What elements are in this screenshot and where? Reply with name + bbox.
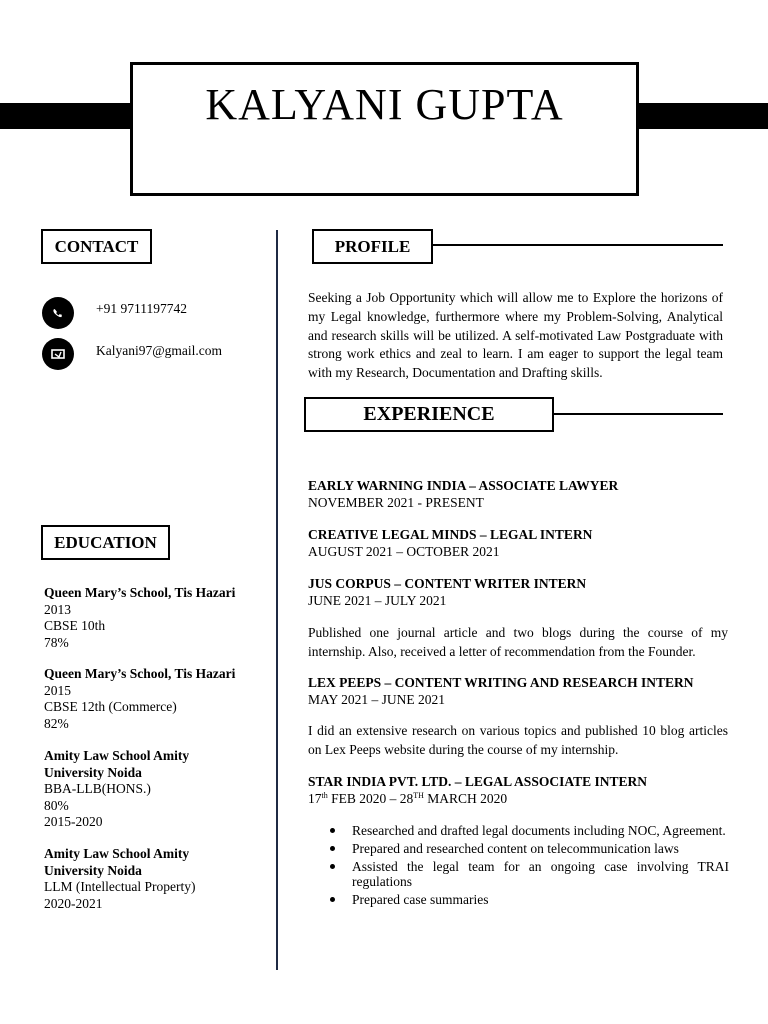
profile-heading-rule [433, 244, 723, 246]
contact-heading [41, 229, 152, 264]
experience-date: NOVEMBER 2021 - PRESENT [308, 494, 484, 510]
date-suffix-end: TH [413, 790, 424, 800]
education-entry [44, 846, 269, 912]
experience-title: CREATIVE LEGAL MINDS – LEGAL INTERN [308, 527, 593, 542]
date-day-start: 17 [308, 790, 322, 806]
education-line: 2020-2021 [44, 895, 103, 911]
education-entry [44, 748, 269, 831]
experience-heading-rule [554, 413, 723, 415]
education-school: University Noida [44, 862, 142, 878]
experience-entry [308, 675, 728, 708]
experience-heading [304, 397, 554, 432]
education-line: 2015 [44, 682, 71, 698]
date-suffix-start: th [321, 790, 328, 800]
education-line: 82% [44, 715, 69, 731]
education-entry [44, 585, 269, 651]
education-line: 2015-2020 [44, 814, 103, 829]
name-box [130, 62, 639, 196]
experience-entry [308, 774, 728, 807]
date-month-end: MARCH 2020 [423, 790, 508, 806]
profile-heading [312, 229, 433, 264]
candidate-name: KALYANI GUPTA [205, 80, 564, 129]
education-school: Amity Law School Amity [44, 748, 190, 763]
contact-phone: +91 9711197742 [96, 301, 187, 316]
experience-date: AUGUST 2021 – OCTOBER 2021 [308, 543, 500, 559]
education-line: 2013 [44, 601, 71, 617]
education-line: LLM (Intellectual Property) [44, 879, 196, 894]
education-line: BBA-LLB(HONS.) [44, 781, 151, 796]
education-line: CBSE 10th [44, 618, 106, 633]
experience-description: I did an extensive research on various topics and published 10 blog articles on Lex Peeps website during the course of my internship. [308, 723, 728, 757]
experience-title: EARLY WARNING INDIA – ASSOCIATE LAWYER [308, 478, 619, 493]
education-entry [44, 666, 269, 732]
phone-icon [42, 297, 74, 329]
experience-entry [308, 576, 728, 609]
bullet-item: Assisted the legal team for an ongoing case involving TRAI regulations [308, 859, 729, 889]
experience-title: JUS CORPUS – CONTENT WRITER INTERN [308, 576, 587, 591]
education-line: 78% [44, 634, 69, 650]
experience-title: LEX PEEPS – CONTENT WRITING AND RESEARCH INTERN [308, 675, 694, 690]
experience-date [308, 791, 728, 808]
education-heading [41, 525, 170, 560]
experience-title: STAR INDIA PVT. LTD. – LEGAL ASSOCIATE INTERN [308, 774, 647, 789]
education-school: Queen Mary’s School, Tis Hazari [44, 585, 236, 600]
education-heading-label: EDUCATION [54, 532, 157, 552]
contact-email[interactable]: Kalyani97@gmail.com [96, 343, 223, 358]
education-school: Amity Law School Amity [44, 846, 190, 861]
experience-date: MAY 2021 – JUNE 2021 [308, 691, 446, 707]
profile-summary: Seeking a Job Opportunity which will allow me to Explore the horizons of my Legal knowledge, furthermore where my Problem-Solving, Analytical and research skills will be utilized. A self-motivated Law Postgraduate with strong work ethics and zeal to learn. I am eager to support the legal team with my Research, Documentation and Drafting skills. [308, 290, 723, 381]
experience-entry [308, 527, 728, 560]
education-line: CBSE 12th (Commerce) [44, 699, 177, 714]
experience-heading-label: EXPERIENCE [363, 403, 495, 425]
header-bar-left [0, 103, 132, 129]
column-divider [276, 230, 278, 970]
experience-entry [308, 478, 728, 511]
bullet-item: Researched and drafted legal documents including NOC, Agreement. [308, 823, 729, 838]
profile-heading-label: PROFILE [334, 236, 411, 256]
header-bar-right [636, 103, 768, 129]
experience-bullets [308, 823, 729, 910]
education-line: 80% [44, 797, 69, 813]
date-middle: FEB 2020 – 28 [327, 790, 414, 806]
bullet-item: Prepared case summaries [308, 892, 729, 907]
bullet-item: Prepared and researched content on telecommunication laws [308, 841, 729, 856]
education-school: Queen Mary’s School, Tis Hazari [44, 666, 236, 681]
contact-heading-label: CONTACT [54, 236, 139, 256]
experience-description: Published one journal article and two blogs during the course of my internship. Also, received a letter of recommendation from the Founder. [308, 625, 728, 659]
experience-date: JUNE 2021 – JULY 2021 [308, 592, 447, 608]
email-icon [42, 338, 74, 370]
education-school: University Noida [44, 764, 142, 780]
